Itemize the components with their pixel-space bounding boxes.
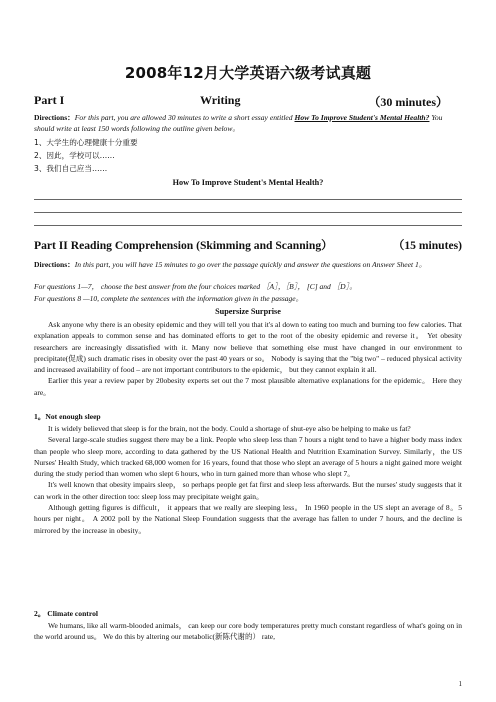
part2-time: （15 minutes)	[392, 239, 462, 252]
part1-section: Writing	[200, 93, 241, 107]
page-number: 1	[458, 680, 462, 688]
document-page	[34, 0, 462, 702]
outline-item: 2、因此，学校可以……	[34, 151, 115, 160]
part2-directions	[34, 259, 462, 270]
part2-directions-label: Directions：	[34, 260, 75, 269]
paragraph: Several large-scale studies suggest there may be a link. People who sleep less than 7 hours a night tend to have a higher body mass index than people who sleep more, according to data gathered by the US National Health and Nutrition Examination Survey. Similarly，the US Nurses' Health Study, which tracked 68,000 women for 16 years, found that those who slept an average of 5 hours a night gained more weight during the study period than women who slept 6 hours, who in turn gained more than whose who slept 7。	[34, 435, 462, 479]
essay-title: How To Improve Student's Mental Health?	[172, 178, 324, 187]
part2-header	[34, 237, 462, 253]
paragraph: We humans, like all warm-blooded animals， can keep our core body temperatures pretty much constant regardless of what's going on in the world around us。 We do this by altering our metabolic(新陈代谢的） rate,	[34, 621, 462, 642]
part1-directions	[34, 112, 462, 134]
part1-directions-label: Directions：	[34, 113, 75, 122]
section-heading: 2。 Climate control	[34, 609, 98, 618]
section2-body	[34, 620, 462, 643]
page-title: 2008年12月大学英语六级考试真题	[124, 64, 372, 82]
passage-title: Supersize Surprise	[215, 307, 281, 316]
part1-essay-topic: How To Improve Student's Mental Health?	[294, 113, 430, 122]
part2-label: Part II Reading Comprehension (Skimming and Scanning）	[34, 239, 333, 252]
part1-time: （30 minutes）	[368, 95, 448, 109]
outline-item: 1、大学生的心理健康十分重要	[34, 138, 138, 147]
section-heading: 1。Not enough sleep	[34, 412, 101, 421]
part1-directions-text-a: For this part, you are allowed 30 minutes to write a short essay entitled	[74, 113, 295, 122]
part1-directions-text-b: You should write at least 150 words following the outline given below。	[34, 113, 443, 133]
answer-line	[34, 199, 462, 200]
paragraph: Although getting figures is difficult， it appears that we really are sleeping less。 In 1960 people in the US slept an average of 8。5 hours per night。 A 2002 poll by the National Sleep Foundation suggests that the average has fallen to under 7 hours, and the decline is mirrored by the increase in obesity。	[34, 503, 462, 535]
paragraph: It is widely believed that sleep is for the brain, not the body. Could a shortage of shut-eye also be helping to make us fat?	[48, 424, 411, 433]
paragraph: Earlier this year a review paper by 20obesity experts set out the 7 most plausible alternative explanations for the epidemic。 Here they are。	[34, 376, 462, 397]
instructions-q1-7: For questions 1—7， choose the best answer from the four choices marked ［A］，［B］， [C] and ［D］。	[34, 282, 357, 291]
section1-body	[34, 423, 462, 536]
answer-line	[34, 225, 462, 226]
paragraph: Ask anyone why there is an obesity epidemic and they will tell you that it's al down to eating too much and burning too few calories. That explanation appeals to common sense and has dominated efforts to get to the root of the obesity epidemic and reverse it。 Yet obesity researchers are increasingly dissatisfied with it. Many now believe that something else must have changed in our environment to precipitate(促成) such dramatic rises in obesity over the past 40 years or so。 Nobody is saying that the "big two" – reduced physical activity and increased availability of food – are not important contributors to the epidemic， but they cannot explain it all.	[34, 320, 462, 375]
part1-label: Part I	[34, 93, 65, 107]
part2-directions-text: In this part, you will have 15 minutes to go over the passage quickly and answer the questions on Answer Sheet 1。	[74, 260, 427, 269]
passage-intro	[34, 319, 462, 398]
outline-item: 3、我们自己应当……	[34, 164, 108, 173]
paragraph: It's well known that obesity impairs sleep， so perhaps people get fat first and sleep less afterwards. But the nurses' study suggests that it can work in the other direction too: sleep loss may precipitate weight gain。	[34, 480, 462, 501]
answer-line	[34, 212, 462, 213]
instructions-q8-10: For questions 8 —10, complete the sentences with the information given in the passage。	[34, 294, 304, 303]
